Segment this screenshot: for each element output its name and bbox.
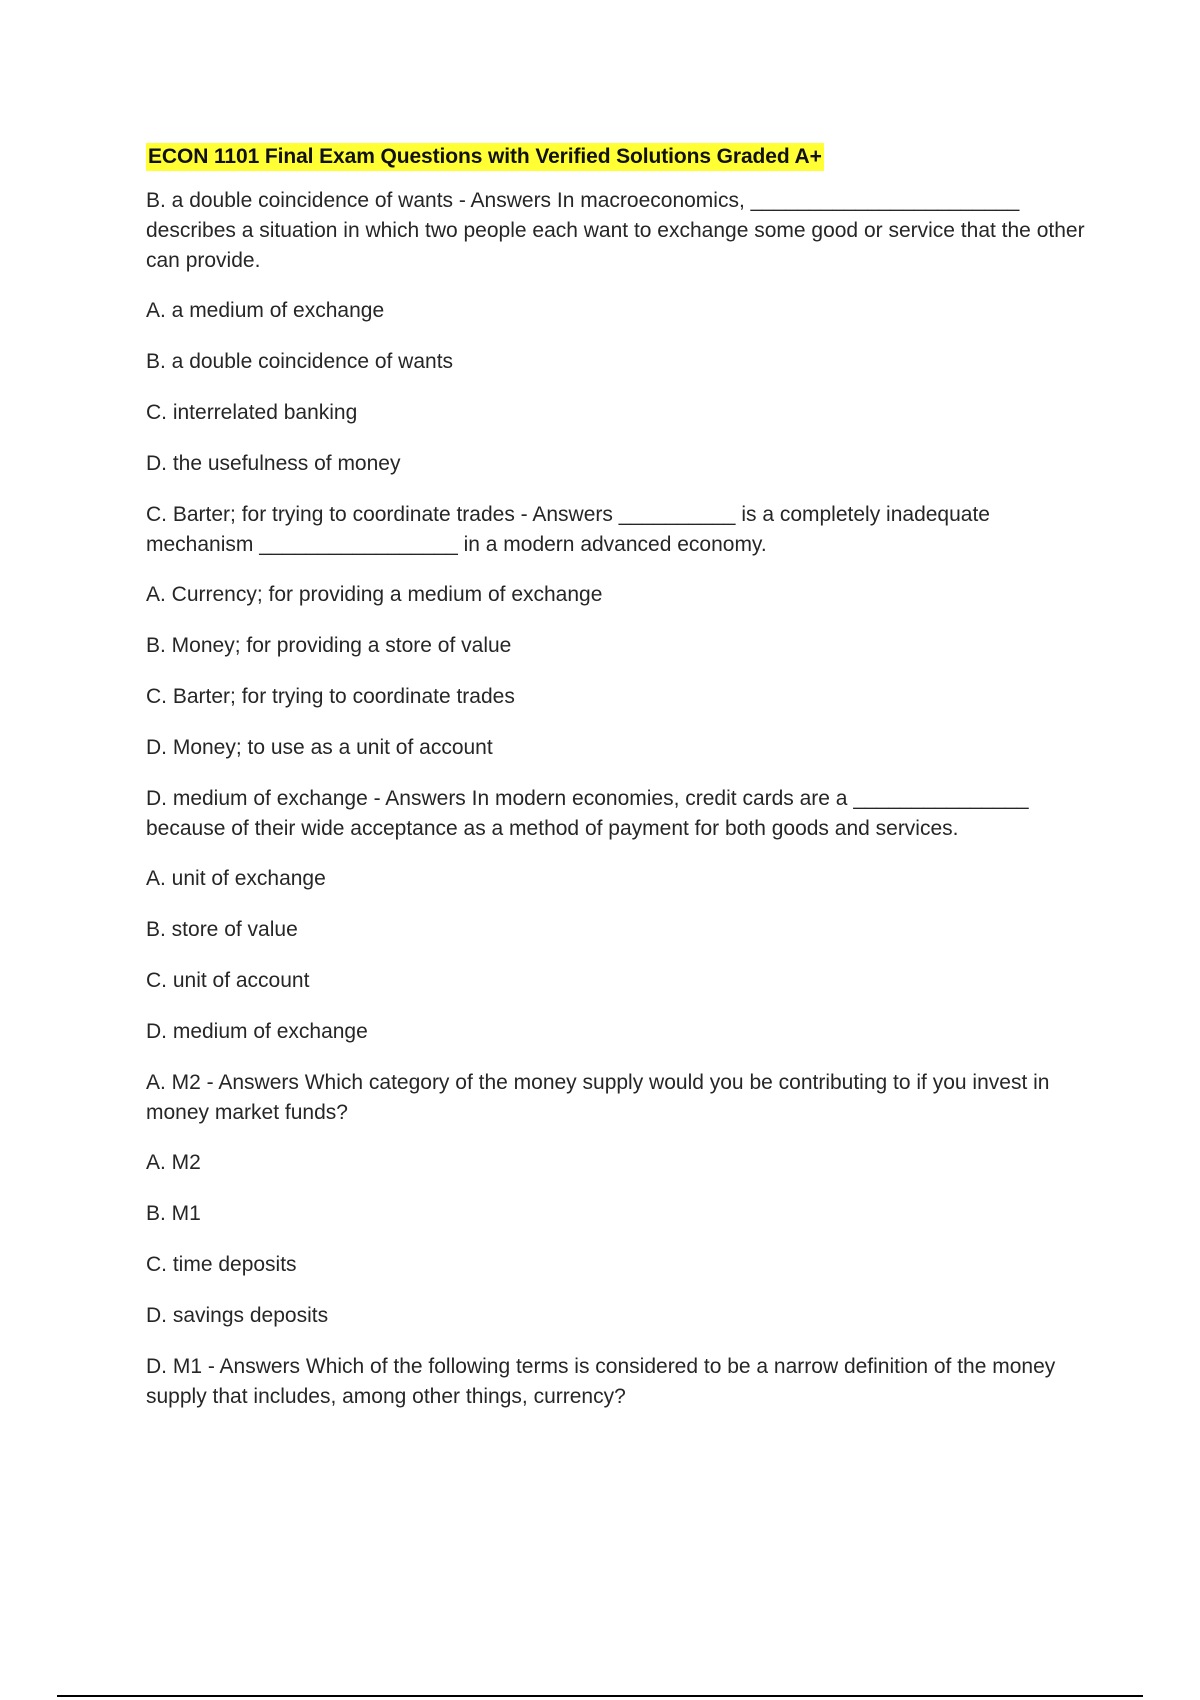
question-block-5	[146, 1352, 1086, 1412]
answer-option: D. Money; to use as a unit of account	[146, 736, 493, 759]
question-text: B. a double coincidence of wants - Answers In macroeconomics, _______________________ describes a situation in which two people each want to exchange some good or service that the other can provide.	[146, 189, 1085, 272]
answer-option: B. M1	[146, 1202, 201, 1225]
answer-option: C. time deposits	[146, 1253, 297, 1276]
question-block-3	[146, 784, 1086, 1047]
document-page	[146, 143, 1086, 1432]
answer-option: B. a double coincidence of wants	[146, 350, 454, 373]
answer-option: A. unit of exchange	[146, 867, 326, 890]
answer-option: D. the usefulness of money	[146, 452, 401, 475]
answer-option: A. Currency; for providing a medium of exchange	[146, 583, 603, 606]
question-block-2	[146, 500, 1086, 763]
question-text: C. Barter; for trying to coordinate trades - Answers __________ is a completely inadequate mechanism _________________ in a modern advanced economy.	[146, 503, 990, 556]
answer-option: C. unit of account	[146, 969, 310, 992]
question-block-4	[146, 1068, 1086, 1331]
question-block-1	[146, 186, 1086, 479]
footer-divider	[57, 1695, 1143, 1697]
answer-option: A. M2	[146, 1151, 201, 1174]
question-text: D. M1 - Answers Which of the following terms is considered to be a narrow definition of the money supply that includes, among other things, currency?	[146, 1355, 1056, 1408]
answer-option: B. store of value	[146, 918, 298, 941]
answer-option: C. interrelated banking	[146, 401, 358, 424]
answer-option: D. savings deposits	[146, 1304, 329, 1327]
answer-option: D. medium of exchange	[146, 1020, 368, 1043]
answer-option: B. Money; for providing a store of value	[146, 634, 512, 657]
document-title: ECON 1101 Final Exam Questions with Verified Solutions Graded A+	[146, 143, 824, 171]
question-text: A. M2 - Answers Which category of the money supply would you be contributing to if you invest in money market funds?	[146, 1071, 1050, 1124]
question-text: D. medium of exchange - Answers In modern economies, credit cards are a _______________ because of their wide acceptance as a method of payment for both goods and services.	[146, 787, 1029, 840]
answer-option: C. Barter; for trying to coordinate trades	[146, 685, 515, 708]
answer-option: A. a medium of exchange	[146, 299, 385, 322]
